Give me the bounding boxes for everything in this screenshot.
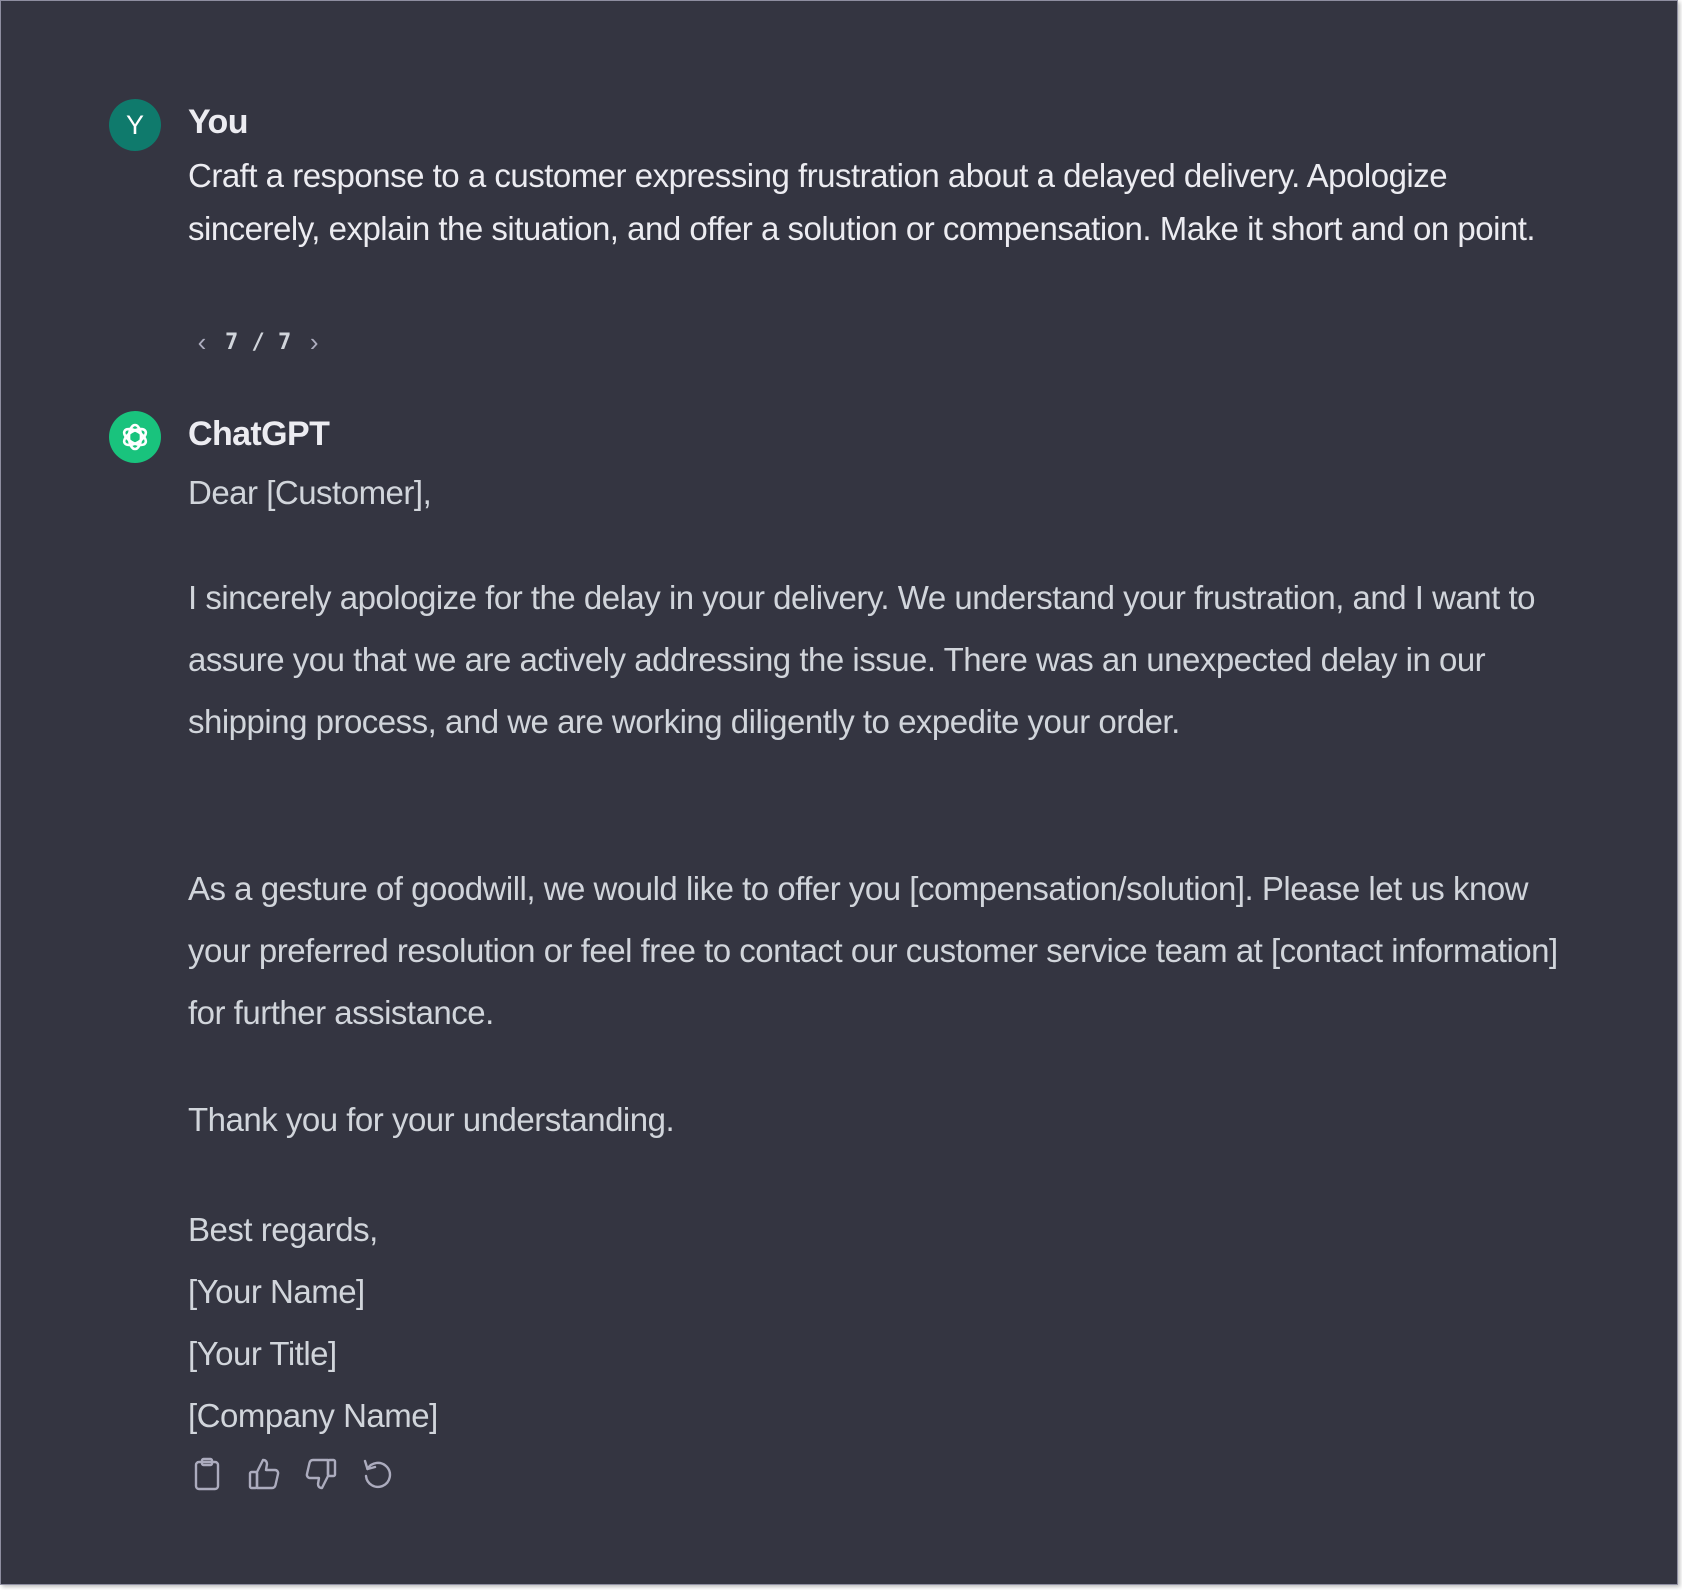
signature-closing: Best regards, [188,1211,378,1248]
pager-count: 7 / 7 [225,330,292,355]
signature-title: [Your Title] [188,1335,337,1372]
user-avatar-letter: Y [125,109,144,140]
openai-logo-icon [117,419,153,455]
thumbs-up-icon [247,1456,281,1492]
signature-company: [Company Name] [188,1397,438,1434]
reply-greeting: Dear [Customer], [188,474,432,511]
regenerate-button[interactable] [360,1454,395,1494]
assistant-name: ChatGPT [188,415,330,453]
message-actions [189,1454,395,1494]
reply-paragraph: As a gesture of goodwill, we would like to offer you [compensation/solution]. Please let us know your preferred resolution or feel free to contact our customer service team at [contact information] for further assistance. [188,870,1558,1031]
chevron-right-icon[interactable]: › [309,327,319,357]
chevron-left-icon[interactable]: ‹ [197,327,207,357]
message-pager [191,327,325,358]
thumbs-down-button[interactable] [303,1454,338,1494]
thumbs-up-button[interactable] [246,1454,281,1494]
thumbs-down-icon [304,1456,338,1492]
assistant-avatar [109,411,161,463]
regenerate-icon [361,1456,395,1492]
user-avatar [109,99,161,151]
signature-name: [Your Name] [188,1273,365,1310]
reply-signature [188,1199,1578,1447]
user-message: Craft a response to a customer expressing frustration about a delayed delivery. Apologize sincerely, explain the situation, and offer a solution or compensation. Make it short and on point. [188,157,1536,247]
clipboard-icon [191,1456,223,1492]
reply-paragraph: Thank you for your understanding. [188,1101,675,1138]
user-name: You [188,103,248,141]
reply-paragraph: I sincerely apologize for the delay in your delivery. We understand your frustration, and I want to assure you that we are actively addressing the issue. There was an unexpected delay in our shipping process, and we are working diligently to expedite your order. [188,579,1536,740]
copy-button[interactable] [189,1454,224,1494]
